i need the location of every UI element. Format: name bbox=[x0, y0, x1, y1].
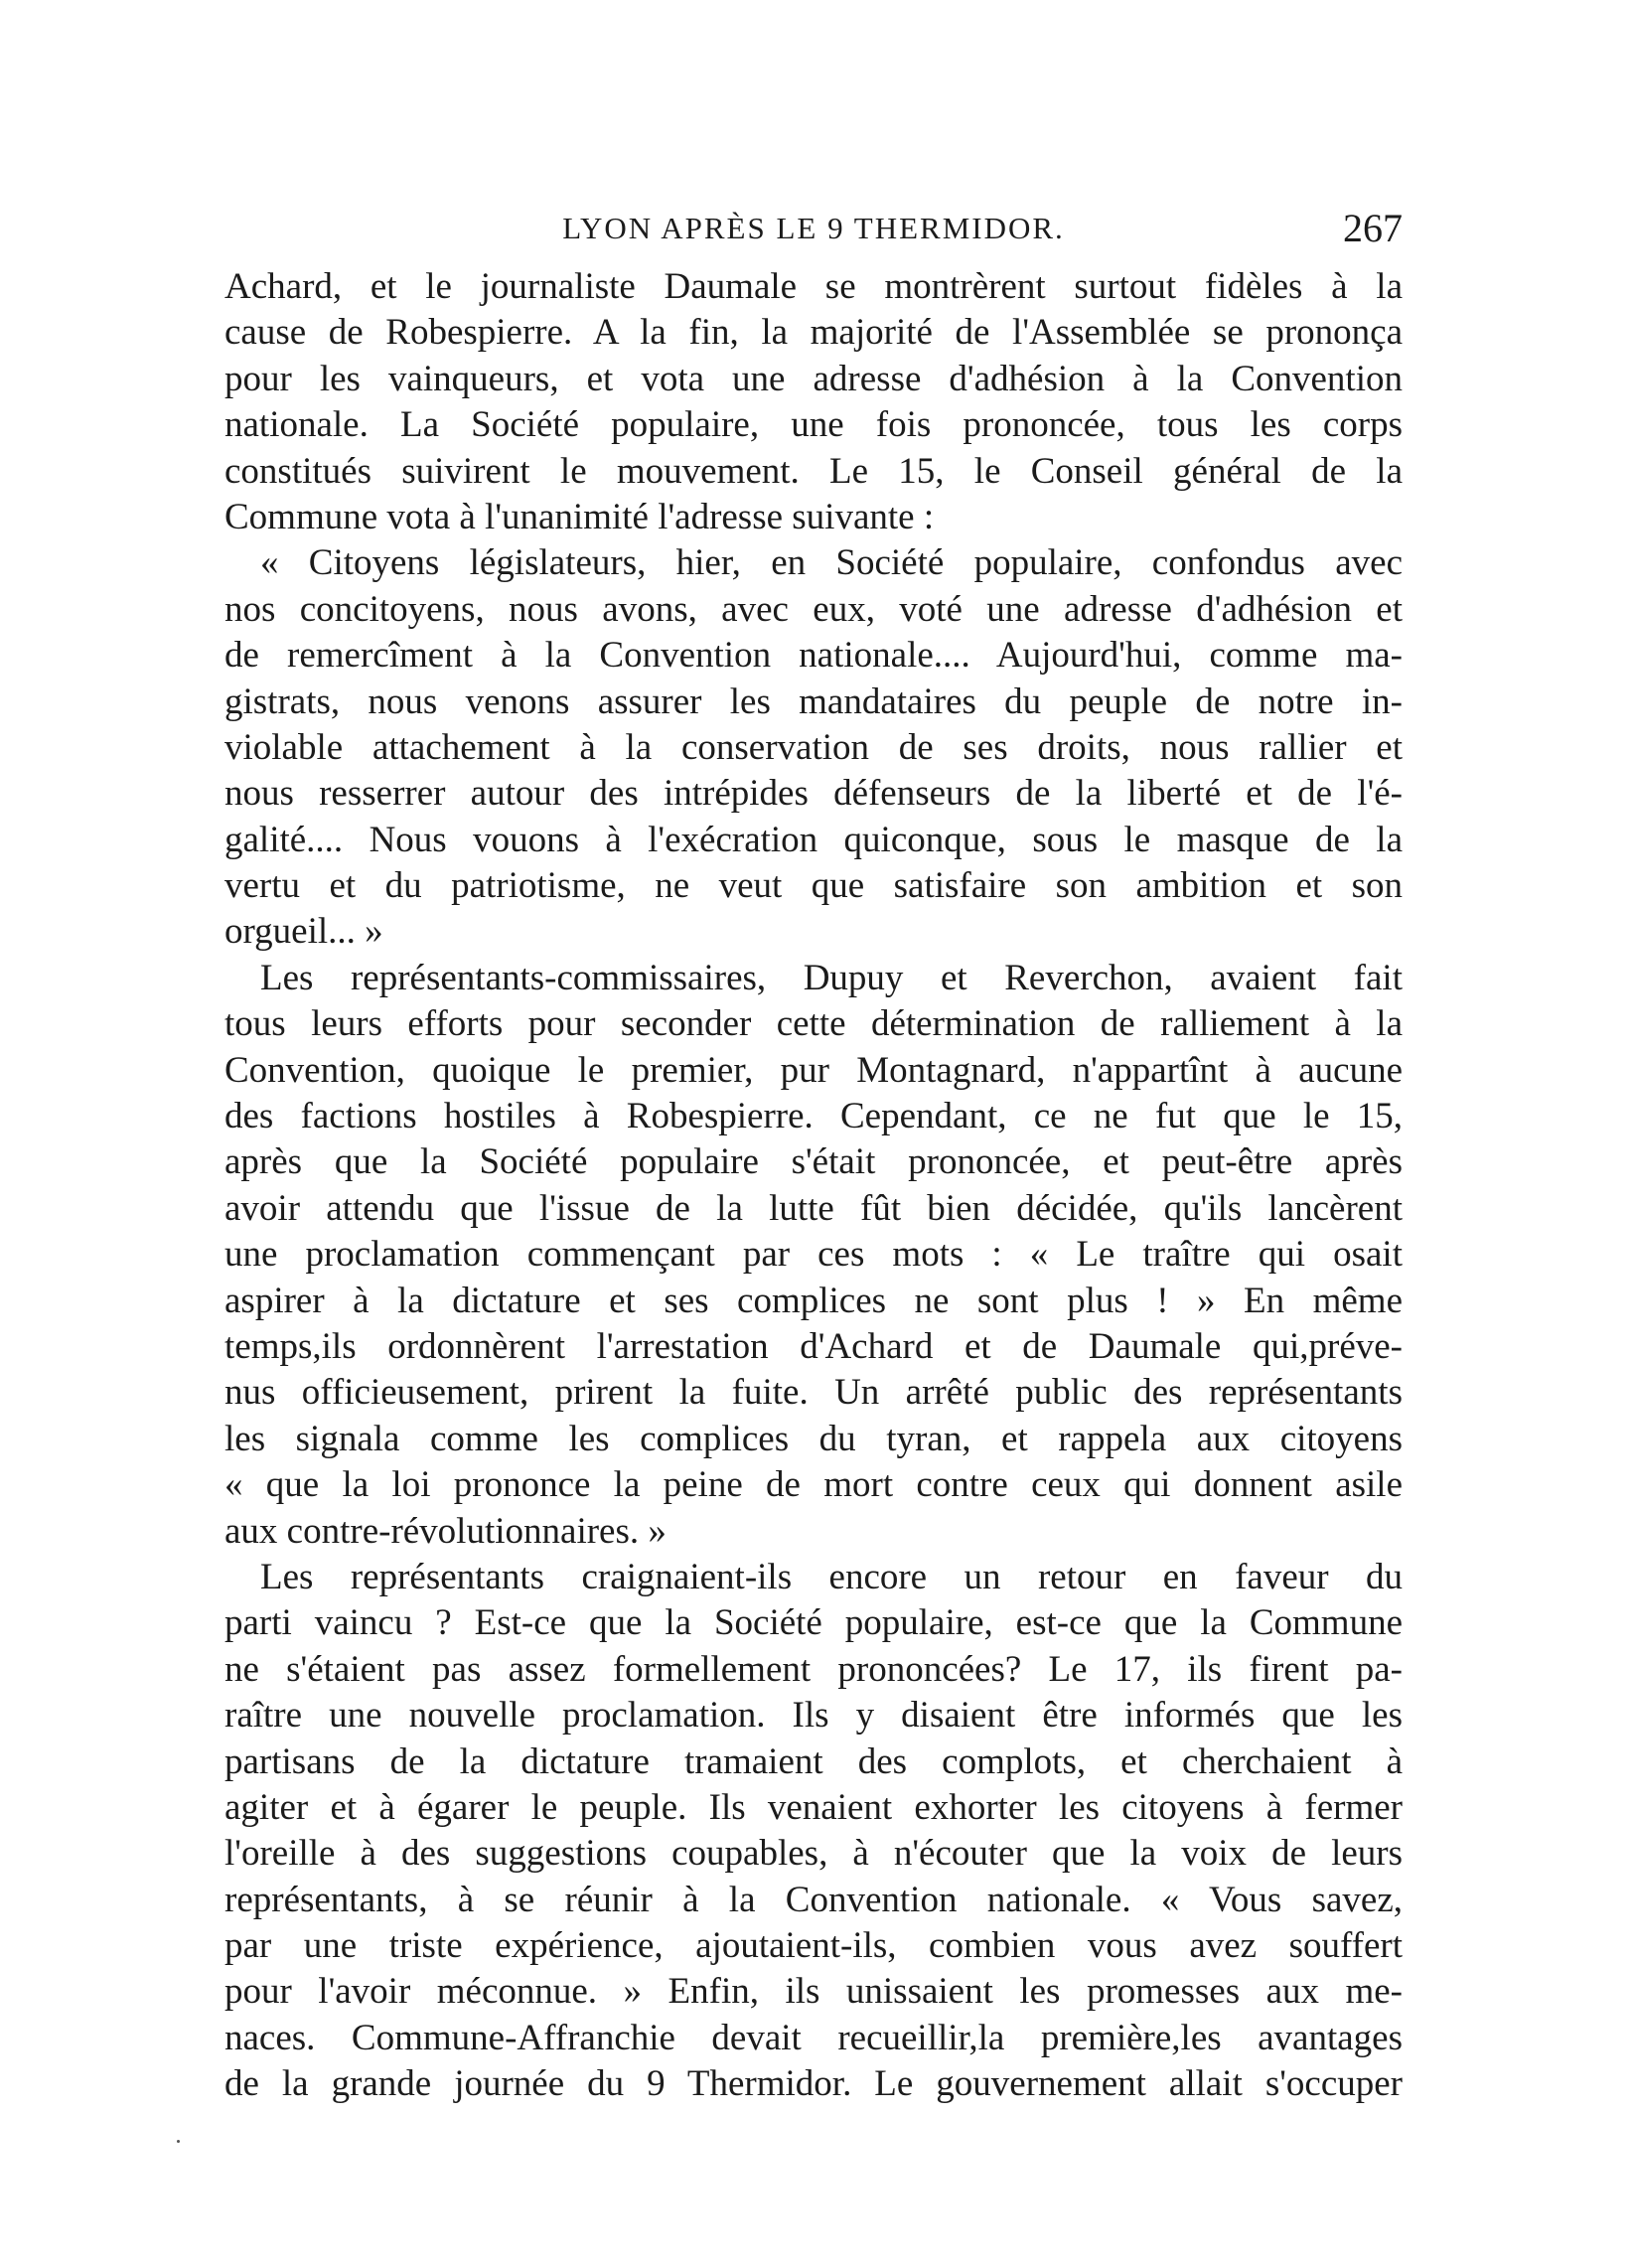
text-line: orgueil... » bbox=[224, 911, 383, 953]
text-line: nos concitoyens, nous avons, avec eux, voté une adresse d'adhésion et bbox=[224, 588, 1403, 630]
text-line: Convention, quoique le premier, pur Montagnard, n'appartînt à aucune bbox=[224, 1049, 1403, 1091]
text-line: Achard, et le journaliste Daumale se montrèrent surtout fidèles à la bbox=[224, 266, 1403, 307]
text-line: ne s'étaient pas assez formellement prononcées? Le 17, ils firent pa- bbox=[224, 1648, 1403, 1690]
text-line: nous resserrer autour des intrépides défenseurs de la liberté et de l'é- bbox=[224, 773, 1403, 815]
text-line: agiter et à égarer le peuple. Ils venaient exhorter les citoyens à fermer bbox=[224, 1786, 1403, 1828]
text-line: vertu et du patriotisme, ne veut que satisfaire son ambition et son bbox=[224, 865, 1403, 907]
text-line: raître une nouvelle proclamation. Ils y disaient être informés que les bbox=[224, 1695, 1403, 1737]
text-line: galité.... Nous vouons à l'exécration quiconque, sous le masque de la bbox=[224, 819, 1403, 860]
text-line: Commune vota à l'unanimité l'adresse suivante : bbox=[224, 496, 935, 537]
text-line: Les représentants-commissaires, Dupuy et Reverchon, avaient fait bbox=[260, 957, 1403, 998]
text-line: partisans de la dictature tramaient des complots, et cherchaient à bbox=[224, 1740, 1403, 1782]
text-line: représentants, à se réunir à la Convention nationale. « Vous savez, bbox=[224, 1879, 1403, 1920]
text-line: par une triste expérience, ajoutaient-ils, combien vous avez souffert bbox=[224, 1925, 1403, 1967]
text-line: parti vaincu ? Est-ce que la Société populaire, est-ce que la Commune bbox=[224, 1602, 1403, 1644]
text-line: cause de Robespierre. A la fin, la majorité de l'Assemblée se prononça bbox=[224, 312, 1403, 354]
text-line: pour l'avoir méconnue. » Enfin, ils unissaient les promesses aux me- bbox=[224, 1971, 1403, 2013]
text-line: temps,ils ordonnèrent l'arrestation d'Achard et de Daumale qui,préve- bbox=[224, 1325, 1403, 1367]
text-line: nus officieusement, prirent la fuite. Un arrêté public des représentants bbox=[224, 1372, 1403, 1414]
text-line: pour les vainqueurs, et vota une adresse d'adhésion à la Convention bbox=[224, 358, 1403, 399]
text-line: Les représentants craignaient-ils encore un retour en faveur du bbox=[260, 1556, 1403, 1597]
text-line: gistrats, nous venons assurer les mandataires du peuple de notre in- bbox=[224, 680, 1403, 722]
text-line: de remercîment à la Convention nationale.... Aujourd'hui, comme ma- bbox=[224, 635, 1403, 677]
text-line: aspirer à la dictature et ses complices ne sont plus ! » En même bbox=[224, 1280, 1403, 1321]
scan-speck bbox=[177, 2140, 180, 2143]
text-line: une proclamation commençant par ces mots : « Le traître qui osait bbox=[224, 1234, 1403, 1276]
body-text bbox=[224, 264, 1403, 2108]
text-line: l'oreille à des suggestions coupables, à n'écouter que la voix de leurs bbox=[224, 1833, 1403, 1875]
text-line: les signala comme les complices du tyran, et rappela aux citoyens bbox=[224, 1418, 1403, 1459]
text-line: naces. Commune-Affranchie devait recueillir,la première,les avantages bbox=[224, 2017, 1403, 2058]
text-line: après que la Société populaire s'était prononcée, et peut-être après bbox=[224, 1141, 1403, 1183]
text-line: avoir attendu que l'issue de la lutte fût bien décidée, qu'ils lancèrent bbox=[224, 1187, 1403, 1229]
text-line: nationale. La Société populaire, une fois prononcée, tous les corps bbox=[224, 404, 1403, 446]
text-line: « que la loi prononce la peine de mort contre ceux qui donnent asile bbox=[224, 1464, 1403, 1506]
running-title: LYON APRÈS LE 9 THERMIDOR. bbox=[562, 211, 1065, 245]
page-header bbox=[224, 206, 1403, 260]
text-line: aux contre-révolutionnaires. » bbox=[224, 1510, 667, 1552]
text-line: « Citoyens législateurs, hier, en Société populaire, confondus avec bbox=[260, 542, 1403, 584]
page-number: 267 bbox=[1343, 206, 1403, 250]
text-line: violable attachement à la conservation de ses droits, nous rallier et bbox=[224, 726, 1403, 768]
text-line: de la grande journée du 9 Thermidor. Le gouvernement allait s'occuper bbox=[224, 2063, 1403, 2105]
text-line: tous leurs efforts pour seconder cette détermination de ralliement à la bbox=[224, 1003, 1403, 1045]
text-line: des factions hostiles à Robespierre. Cependant, ce ne fut que le 15, bbox=[224, 1096, 1403, 1137]
text-line: constitués suivirent le mouvement. Le 15, le Conseil général de la bbox=[224, 450, 1403, 492]
